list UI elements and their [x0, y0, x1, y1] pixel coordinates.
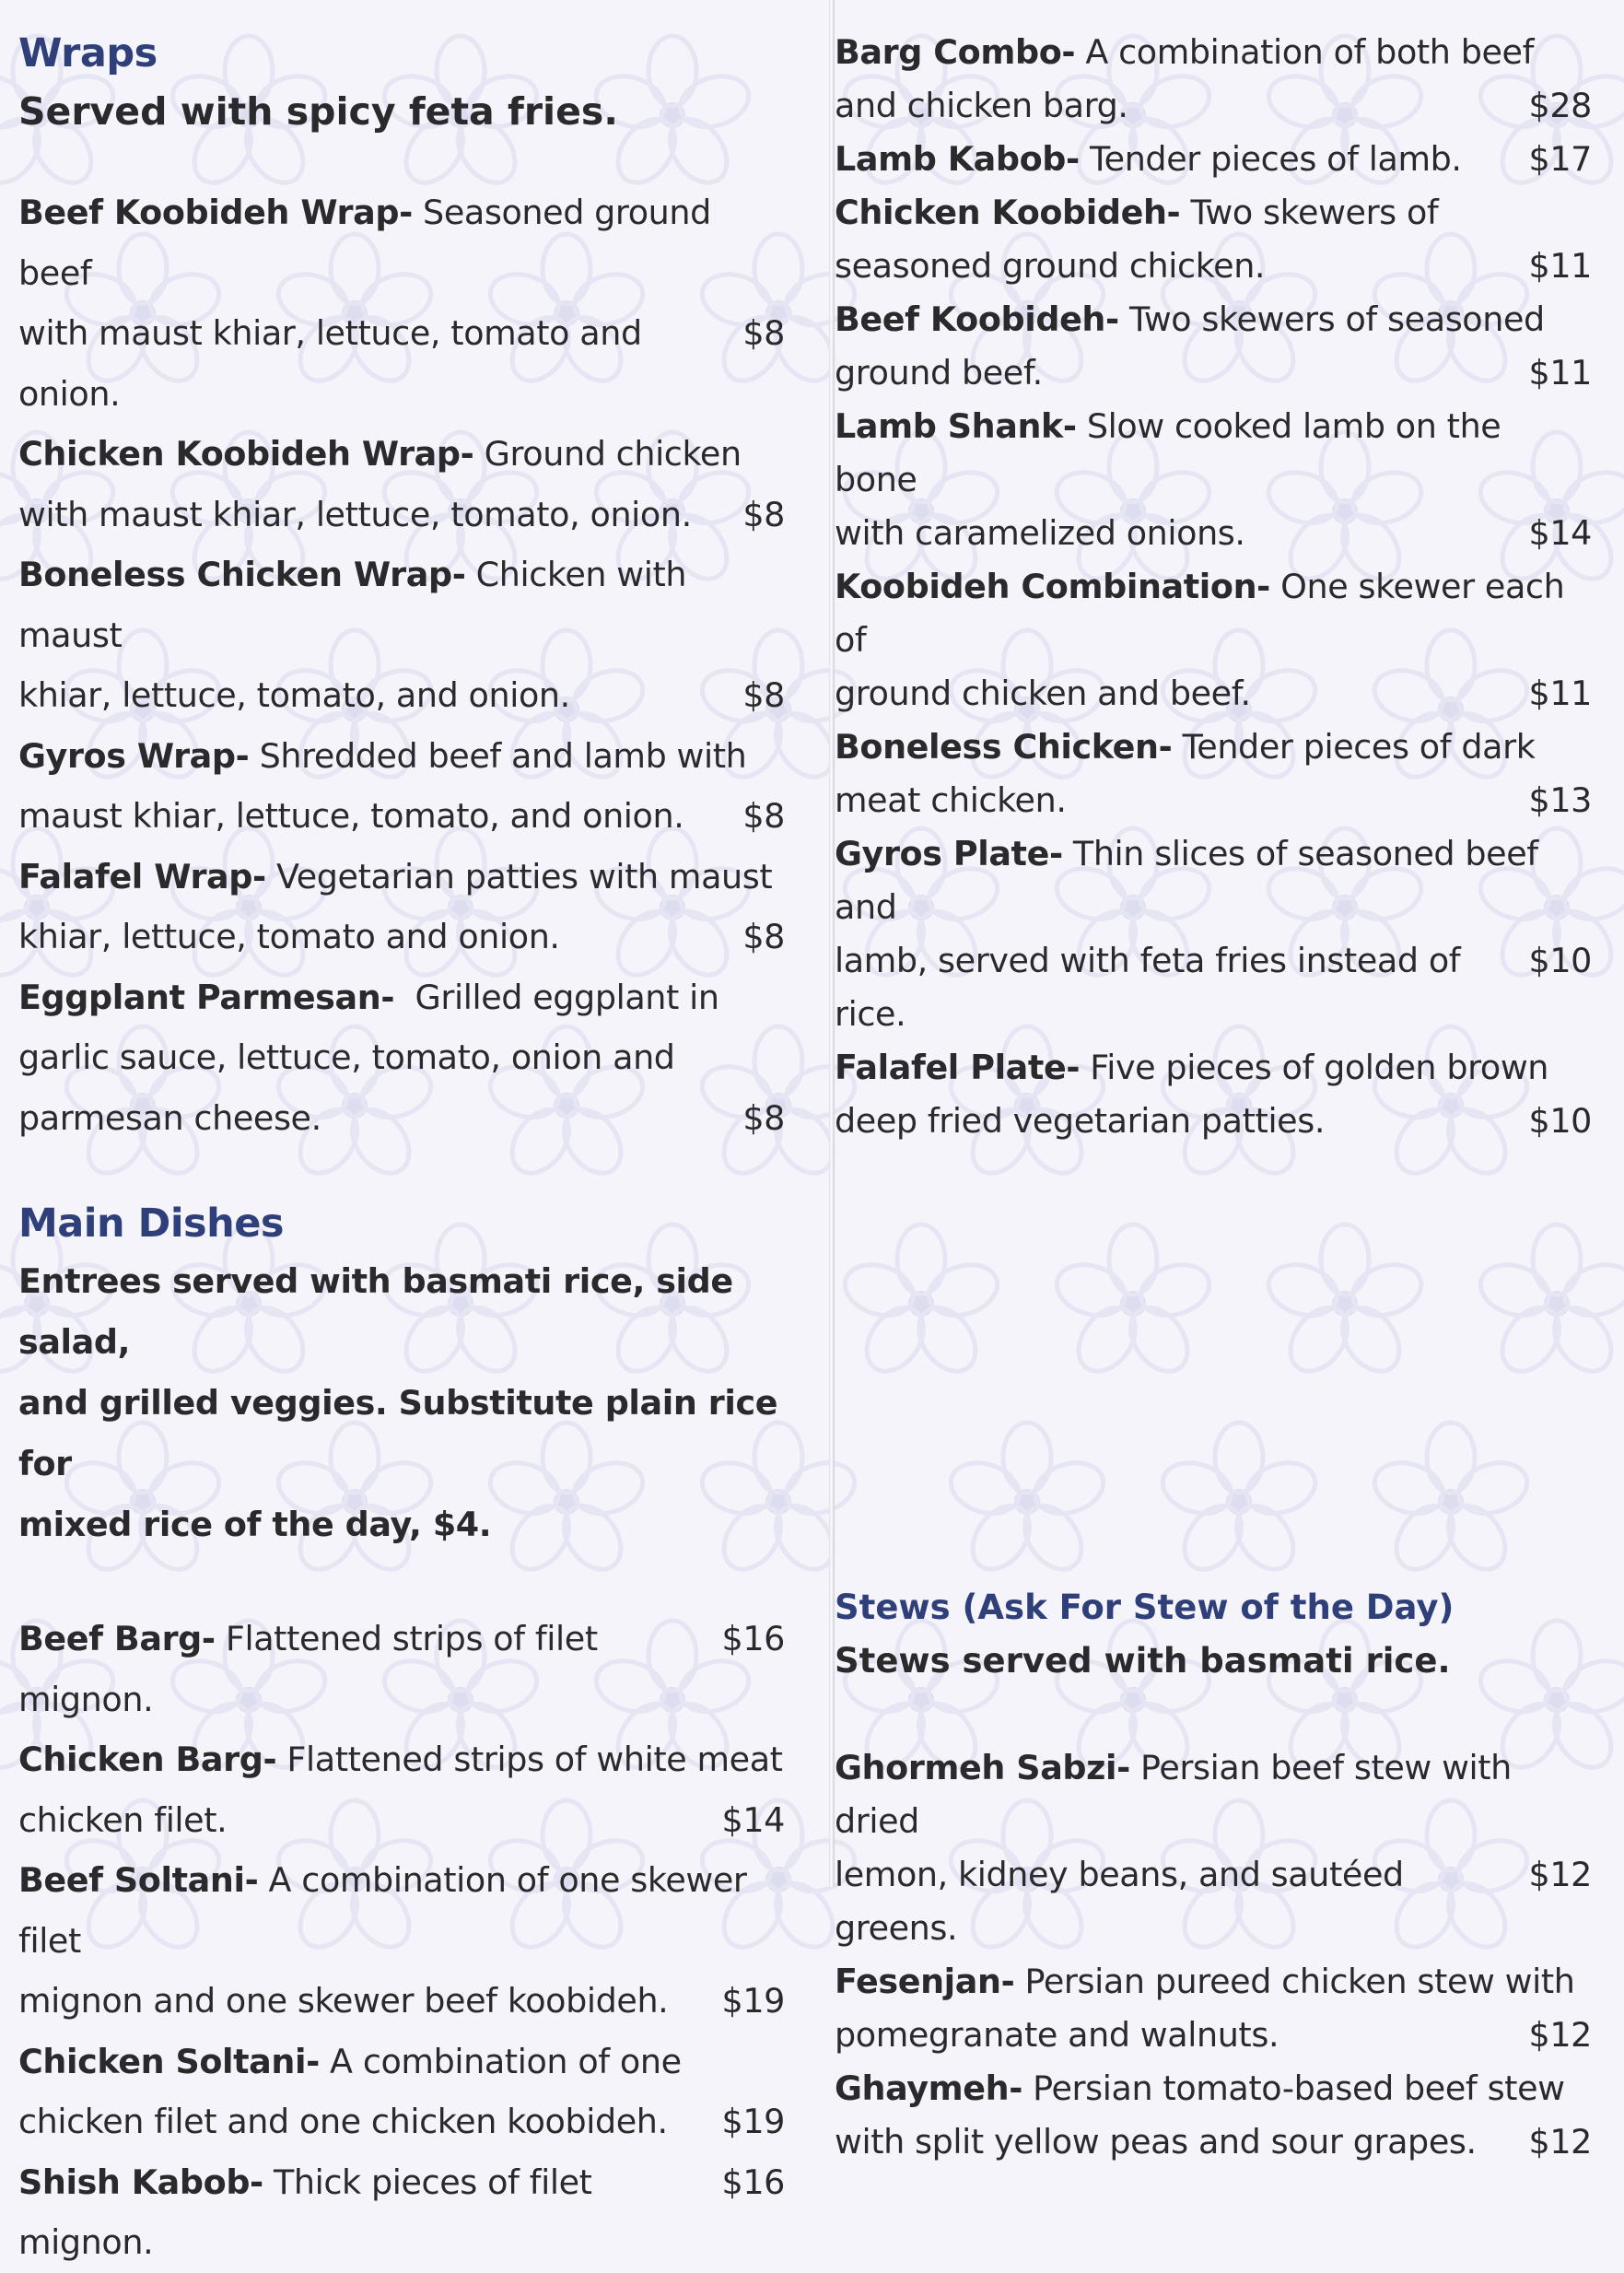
menu-item — [18, 2152, 785, 2273]
menu-item-name: Beef Koobideh Wrap- — [18, 193, 413, 232]
menu-item-price: $10 — [1528, 941, 1592, 980]
wraps-list — [18, 182, 785, 1148]
menu-item-description: Flattened strips of white meat — [276, 1740, 783, 1779]
menu-item — [18, 424, 785, 545]
menu-item-description: Thick pieces of filet mignon. — [18, 2162, 592, 2262]
menu-item-description: lemon, kidney beans, and sautéed greens. — [835, 1855, 1404, 1948]
menu-item-name: Beef Koobideh- — [835, 299, 1119, 339]
menu-item-description: Thin slices of seasoned beef and — [835, 834, 1538, 927]
menu-item — [835, 26, 1592, 133]
menu-item-name: Boneless Chicken- — [835, 727, 1173, 767]
menu-item-description: khiar, lettuce, tomato, and onion. — [18, 675, 570, 715]
menu-item-name: Gyros Wrap- — [18, 735, 250, 776]
menu-item-name: Beef Soltani- — [18, 1860, 259, 1900]
menu-item — [18, 1729, 785, 1850]
menu-item — [835, 1041, 1592, 1148]
menu-item — [835, 2062, 1592, 2169]
menu-item-description: Slow cooked lamb on the bone — [835, 406, 1501, 499]
menu-item-description: Five pieces of golden brown — [1080, 1048, 1549, 1087]
right-column — [835, 26, 1592, 2169]
menu-item — [18, 847, 785, 967]
menu-item-name: Chicken Barg- — [18, 1740, 277, 1779]
menu-item — [835, 293, 1592, 400]
menu-item-description: Ground chicken — [473, 434, 742, 474]
menu-item-description: Vegetarian patties with maust — [265, 856, 773, 896]
menu-item — [18, 1850, 785, 2032]
menu-item-description: seasoned ground chicken. — [835, 246, 1266, 286]
menu-item-description: Seasoned ground beef — [18, 193, 711, 293]
stews-heading: Stews (Ask For Stew of the Day) — [835, 1588, 1455, 1627]
menu-item-price: $8 — [742, 1097, 785, 1138]
menu-item-price: $28 — [1528, 86, 1592, 125]
menu-item-price: $13 — [1528, 780, 1592, 820]
menu-item-description: A combination of one skewer filet — [18, 1860, 747, 1961]
menu-item — [18, 182, 785, 424]
menu-item-price: $8 — [742, 796, 785, 836]
menu-item-price: $11 — [1528, 674, 1592, 713]
menu-item-description: Persian beef stew with dried — [835, 1748, 1512, 1841]
menu-item-price: $12 — [1528, 2015, 1592, 2055]
menu-item-name: Chicken Soltani- — [18, 2041, 320, 2081]
menu-item — [835, 186, 1592, 293]
menu-item-price: $14 — [721, 1799, 785, 1840]
menu-item-description: Two skewers of seasoned — [1118, 299, 1545, 339]
menu-item-description: Persian tomato-based beef stew — [1022, 2068, 1565, 2108]
menu-item — [835, 827, 1592, 1041]
menu-item — [835, 560, 1592, 721]
menu-item-description: with maust khiar, lettuce, tomato and onion. — [18, 313, 642, 414]
menu-item-description: Two skewers of — [1180, 193, 1439, 232]
menu-item-description: A combination of one — [319, 2041, 682, 2081]
stews-subtitle: Stews served with basmati rice. — [835, 1641, 1451, 1681]
wraps-heading: Wraps — [18, 30, 158, 76]
menu-item-name: Lamb Shank- — [835, 406, 1077, 446]
menu-item-name: Chicken Koobideh- — [835, 193, 1181, 232]
menu-item-description: One skewer each of — [835, 567, 1565, 660]
menu-item — [18, 2032, 785, 2152]
menu-item-description: Tender pieces of dark — [1172, 727, 1536, 767]
menu-item-description: ground chicken and beef. — [835, 674, 1251, 713]
menu-item-price: $12 — [1528, 1855, 1592, 1894]
menu-item — [18, 545, 785, 726]
menu-item-description: chicken filet. — [18, 1799, 228, 1840]
menu-item — [18, 967, 785, 1149]
menu-item-description: chicken filet and one chicken koobideh. — [18, 2102, 668, 2141]
menu-item-name: Falafel Wrap- — [18, 856, 266, 896]
menu-item — [835, 721, 1592, 827]
menu-item-name: Eggplant Parmesan- — [18, 977, 395, 1017]
menu-item-description: parmesan cheese. — [18, 1097, 321, 1138]
left-column — [18, 26, 785, 2273]
menu-item-name: Chicken Koobideh Wrap- — [18, 434, 474, 474]
menu-item-description: maust khiar, lettuce, tomato, and onion. — [18, 796, 684, 836]
menu-item — [835, 1741, 1592, 1955]
menu-item-price: $8 — [742, 917, 785, 956]
main-dishes-intro: Entrees served with basmati rice, side salad, and grilled veggies. Substitute plain rice for mixed rice of the day, $4. — [18, 1261, 778, 1544]
menu-item-description: meat chicken. — [835, 780, 1067, 820]
main-dishes-list — [18, 1609, 785, 2273]
menu-item-name: Beef Barg- — [18, 1619, 216, 1658]
menu-item-price: $16 — [721, 2162, 785, 2202]
menu-item-name: Gyros Plate- — [835, 834, 1063, 873]
menu-item-description: ground beef. — [835, 353, 1043, 393]
menu-item-price: $10 — [1528, 1101, 1592, 1141]
menu-item-price: $19 — [721, 1981, 785, 2021]
menu-item — [835, 400, 1592, 560]
menu-item-description: garlic sauce, lettuce, tomato, onion and — [18, 1037, 675, 1077]
menu-item-name: Falafel Plate- — [835, 1048, 1081, 1087]
menu-item-price: $12 — [1528, 2122, 1592, 2162]
menu-item-description: khiar, lettuce, tomato and onion. — [18, 917, 560, 956]
menu-item-description: Shredded beef and lamb with — [249, 735, 747, 776]
menu-item-price: $8 — [742, 313, 785, 353]
menu-item-description: mignon and one skewer beef koobideh. — [18, 1981, 669, 2021]
menu-item-price: $19 — [721, 2102, 785, 2141]
menu-item-price: $11 — [1528, 246, 1592, 286]
menu-item-description: Flattened strips of filet mignon. — [18, 1619, 598, 1719]
main-dishes-heading: Main Dishes — [18, 1201, 285, 1247]
menu-item-price: $17 — [1528, 139, 1592, 179]
menu-item-description: with split yellow peas and sour grapes. — [835, 2122, 1477, 2162]
wraps-subtitle: Served with spicy feta fries. — [18, 89, 618, 134]
menu-item-description: Grilled eggplant in — [394, 977, 719, 1017]
main-dishes-list-continued — [835, 26, 1592, 1148]
menu-item-name: Koobideh Combination- — [835, 567, 1270, 606]
menu-item-description: with maust khiar, lettuce, tomato, onion. — [18, 494, 692, 534]
menu-item-name: Shish Kabob- — [18, 2162, 263, 2202]
menu-item — [18, 1609, 785, 1729]
menu-item-description: pomegranate and walnuts. — [835, 2015, 1279, 2055]
menu-item-name: Ghormeh Sabzi- — [835, 1748, 1130, 1787]
menu-item-description: lamb, served with feta fries instead of rice. — [835, 941, 1461, 1034]
menu-item-description: Chicken with maust — [18, 555, 687, 655]
menu-item — [835, 133, 1592, 186]
menu-item-name: Barg Combo- — [835, 32, 1076, 72]
menu-item-price: $11 — [1528, 353, 1592, 393]
stews-list — [835, 1741, 1592, 2169]
menu-item-price: $14 — [1528, 513, 1592, 553]
menu-item — [18, 726, 785, 847]
menu-item-description: A combination of both beef — [1075, 32, 1535, 72]
menu-item-price: $16 — [721, 1619, 785, 1658]
menu-item-description: with caramelized onions. — [835, 513, 1245, 553]
menu-item-description: deep fried vegetarian patties. — [835, 1101, 1326, 1141]
menu-item-description: and chicken barg. — [835, 86, 1128, 125]
menu-item-name: Lamb Kabob- — [835, 139, 1080, 179]
menu-item-name: Ghaymeh- — [835, 2068, 1022, 2108]
menu-item-name: Fesenjan- — [835, 1962, 1015, 2001]
menu-item-price: $8 — [742, 494, 785, 534]
menu-item-description: Tender pieces of lamb. — [1079, 139, 1462, 179]
menu-item-name: Boneless Chicken Wrap- — [18, 555, 466, 594]
menu-item-description: Persian pureed chicken stew with — [1014, 1962, 1575, 2001]
menu-item — [835, 1955, 1592, 2062]
menu-item-price: $8 — [742, 675, 785, 715]
